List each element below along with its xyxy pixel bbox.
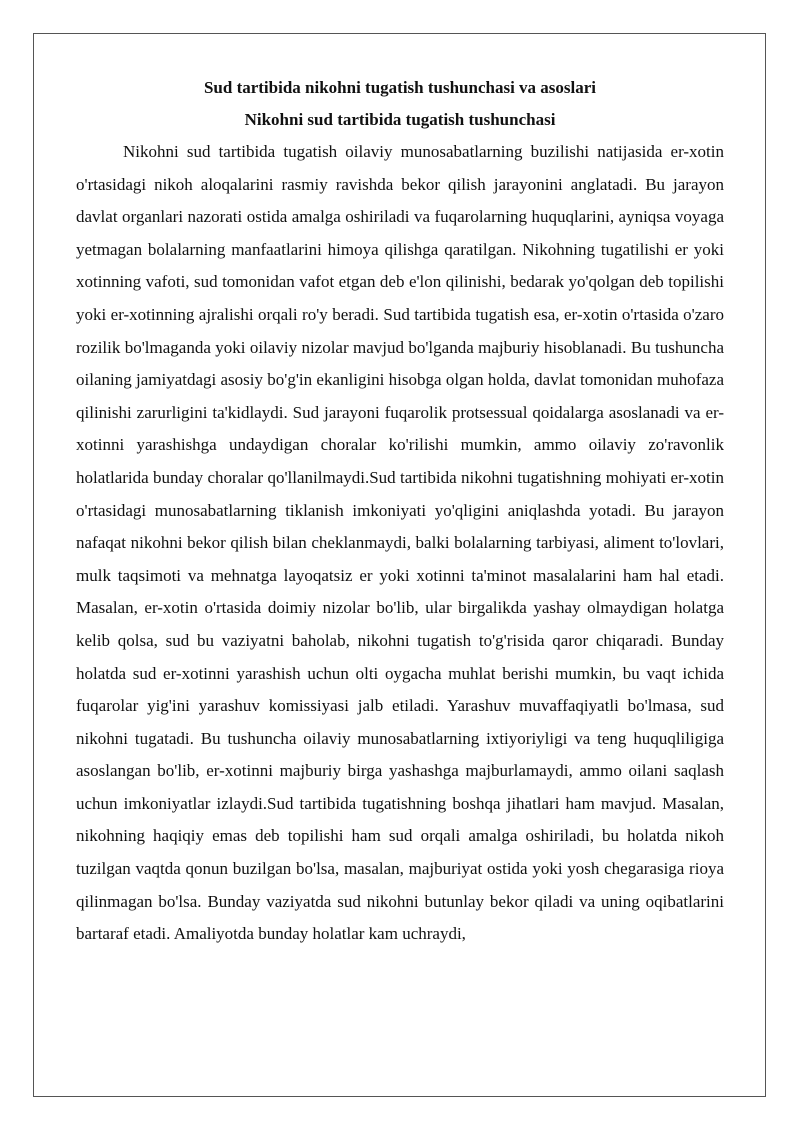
body-paragraph: Nikohni sud tartibida tugatish oilaviy munosabatlarning buzilishi natijasida er-xotin o'rtasidagi nikoh aloqalarini rasmiy ravishda bekor qilish jarayonini anglatadi. Bu jarayon davlat organlari nazorati ostida amalga oshiriladi va fuqarolarning huquqlarini, ayniqsa voyaga yetmagan bolalarning manfaatlarini himoya qilishga qaratilgan. Nikohning tugatilishi er yoki xotinning vafoti, sud tomonidan vafot etgan deb e'lon qilinishi, bedarak yo'qolgan deb topilishi yoki er-xotinning ajralishi orqali ro'y beradi. Sud tartibida tugatish esa, er-xotin o'rtasida o'zaro rozilik bo'lmaganda yoki oilaviy nizolar mavjud bo'lganda majburiy hisoblanadi. Bu tushuncha oilaning jamiyatdagi asosiy bo'g'in ekanligini hisobga olgan holda, davlat tomonidan muhofaza qilinishi zarurligini ta'kidlaydi. Sud jarayoni fuqarolik protsessual qoidalarga asoslanadi va er-xotinni yarashishga undaydigan choralar ko'rilishi mumkin, ammo oilaviy zo'ravonlik holatlarida bunday choralar qo'llanilmaydi.Sud tartibida nikohni tugatishning mohiyati er-xotin o'rtasidagi munosabatlarning tiklanish imkoniyati yo'qligini aniqlashda yotadi. Bu jarayon nafaqat nikohni bekor qilish bilan cheklanmaydi, balki bolalarning tarbiyasi, aliment to'lovlari, mulk taqsimoti va mehnatga layoqatsiz er yoki xotinni ta'minot masalalarini ham hal etadi. Masalan, er-xotin o'rtasida doimiy nizolar bo'lib, ular birgalikda yashay olmaydigan holatga kelib qolsa, sud bu vaziyatni baholab, nikohni tugatish to'g'risida qaror chiqaradi. Bunday holatda sud er-xotinni yarashish uchun olti oygacha muhlat berishi mumkin, bu vaqt ichida fuqarolar yig'ini yarashuv komissiyasi jalb etiladi. Yarashuv muvaffaqiyatli bo'lmasa, sud nikohni tugatadi. Bu tushuncha oilaviy munosabatlarning ixtiyoriyligi va teng huquqliligiga asoslangan bo'lib, er-xotinni majburiy birga yashashga majburlamaydi, ammo oilani saqlash uchun imkoniyatlar izlaydi.Sud tartibida tugatishning boshqa jihatlari ham mavjud. Masalan, nikohning haqiqiy emas deb topilishi ham sud orqali amalga oshiriladi, bu holatda nikoh tuzilgan vaqtda qonun buzilgan bo'lsa, masalan, majburiyat ostida yoki yosh chegarasiga rioya qilinmagan bo'lsa. Bunday vaziyatda sud nikohni butunlay bekor qiladi va uning oqibatlarini bartaraf etadi. Amaliyotda bunday holatlar kam uchraydi, [76,142,724,944]
document-body [76,72,724,951]
document-title: Sud tartibida nikohni tugatish tushunchasi va asoslari [203,78,597,97]
section-heading: Nikohni sud tartibida tugatish tushunchasi [244,110,556,129]
